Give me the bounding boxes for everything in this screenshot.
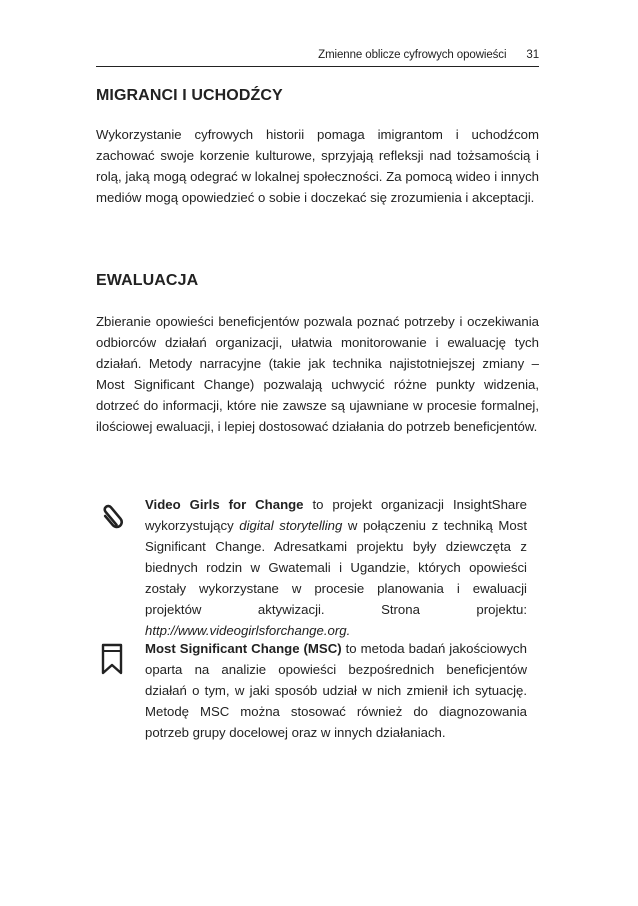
running-title: Zmienne oblicze cyfrowych opowieści xyxy=(318,49,507,61)
paperclip-icon xyxy=(100,499,126,533)
section-paragraph-ewaluacja: Zbieranie opowieści beneficjentów pozwala poznać potrzeby i oczekiwania odbiorców działań organizacji, ułatwia monitorowanie i ewaluację tych działań. Metody narracyjne (takie jak technika najistotniejszej zmiany – Most Significant Change) pozwalają uchwycić różne punkty widzenia, dotrzeć do informacji, które nie zawsze są ujawniane w procesie formalnej, ilościowej ewaluacji, i lepiej dostosować działania do potrzeb beneficjentów. xyxy=(96,314,539,434)
info-box-video-girls: Video Girls for Change to projekt organizacji InsightShare wykorzystujący digital storytelling w połączeniu z techniką Most Significant Change. Adresatkami projektu były dziewczęta z biednych rodzin w Gwatemali i Ugandzie, których opowieści zostały wykorzystane w procesie planowania i ewaluacji projektów aktywizacji. Strona projektu: http://www.videogirlsforchange.org. xyxy=(145,497,527,638)
page-number: 31 xyxy=(526,49,539,61)
emphasis-term: digital storytelling xyxy=(239,518,343,533)
info-box-msc: Most Significant Change (MSC) to metoda badań jakościowych oparta na analizie opowieści bezpośrednich beneficjentów działań o tym, w jaki sposób udział w nich zmienił ich sytuację. Metodę MSC można stosować również do diagnozowania potrzeb grupy docelowej oraz w innych działaniach. xyxy=(145,641,527,740)
section-heading-ewaluacja: EWALUACJA xyxy=(96,272,199,289)
bookmark-icon xyxy=(100,642,126,676)
info-box-title: Video Girls for Change xyxy=(145,497,304,512)
info-box-title: Most Significant Change (MSC) xyxy=(145,641,342,656)
section-heading-migranci: MIGRANCI I UCHODŹCY xyxy=(96,87,283,104)
running-header xyxy=(96,48,539,67)
project-link[interactable]: http://www.videogirlsforchange.org xyxy=(145,623,347,638)
section-paragraph-migranci: Wykorzystanie cyfrowych historii pomaga imigrantom i uchodźcom zachować swoje korzenie kulturowe, sprzyjają refleksji nad tożsamością i rolą, jaką mogą odegrać w lokalnej społeczności. Za pomocą wideo i innych mediów mogą opowiedzieć o sobie i doczekać się zrozumienia i akceptacji. xyxy=(96,127,539,205)
